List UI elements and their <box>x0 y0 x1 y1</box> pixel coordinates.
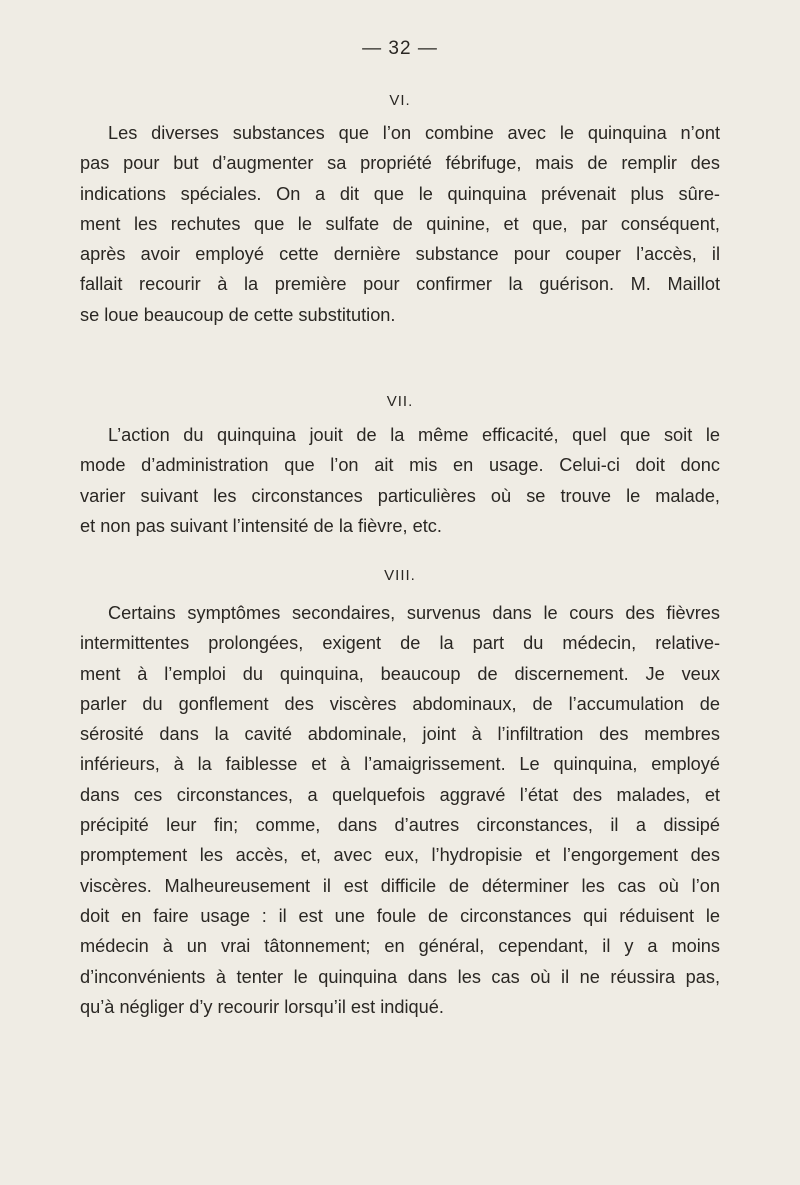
text-line: ment les rechutes que le sulfate de quinine, et que, par conséquent, <box>80 213 720 234</box>
page-number: — 32 — <box>362 38 438 59</box>
text-line: précipité leur fin; comme, dans d’autres circonstances, il a dissipé <box>80 815 720 836</box>
text-line: Les diverses substances que l’on combine avec le quinquina n’ont <box>108 123 720 143</box>
text-line: mode d’administration que l’on ait mis en usage. Celui-ci doit donc <box>80 455 720 476</box>
section-heading-vi: VI. <box>389 92 411 109</box>
text-line: varier suivant les circonstances particulières où se trouve le malade, <box>80 485 720 506</box>
paragraph-vii <box>80 420 720 541</box>
text-line: fallait recourir à la première pour confirmer la guérison. M. Maillot <box>80 274 720 295</box>
text-line: L’action du quinquina jouit de la même efficacité, quel que soit le <box>108 425 720 445</box>
text-line: se loue beaucoup de cette substitution. <box>80 304 396 325</box>
text-line: indications spéciales. On a dit que le quinquina prévenait plus sûre- <box>80 183 720 204</box>
paragraph-viii <box>80 598 720 1022</box>
text-line: après avoir employé cette dernière substance pour couper l’accès, il <box>80 244 720 265</box>
text-line: dans ces circonstances, a quelquefois aggravé l’état des malades, et <box>80 784 720 805</box>
text-line: doit en faire usage : il est une foule de circonstances qui réduisent le <box>80 905 720 926</box>
text-line: sérosité dans la cavité abdominale, joint à l’infiltration des membres <box>80 724 720 745</box>
text-line: qu’à négliger d’y recourir lorsqu’il est indiqué. <box>80 996 444 1017</box>
section-heading-vii: VII. <box>386 393 414 410</box>
text-line: ment à l’emploi du quinquina, beaucoup de discernement. Je veux <box>80 663 720 684</box>
text-line: viscères. Malheureusement il est difficile de déterminer les cas où l’on <box>80 875 720 896</box>
text-line: promptement les accès, et, avec eux, l’hydropisie et l’engorgement des <box>80 845 720 866</box>
text-line: d’inconvénients à tenter le quinquina dans les cas où il ne réussira pas, <box>80 966 720 987</box>
text-line: médecin à un vrai tâtonnement; en général, cependant, il y a moins <box>80 936 720 957</box>
text-line: intermittentes prolongées, exigent de la part du médecin, relative- <box>80 633 720 654</box>
paragraph-vi <box>80 118 720 330</box>
text-line: inférieurs, à la faiblesse et à l’amaigrissement. Le quinquina, employé <box>80 754 720 775</box>
text-line: parler du gonflement des viscères abdominaux, de l’accumulation de <box>80 693 720 714</box>
text-line: pas pour but d’augmenter sa propriété fébrifuge, mais de remplir des <box>80 153 720 174</box>
section-heading-viii: VIII. <box>384 567 416 584</box>
text-line: Certains symptômes secondaires, survenus dans le cours des fièvres <box>108 603 720 623</box>
text-line: et non pas suivant l’intensité de la fièvre, etc. <box>80 515 442 536</box>
